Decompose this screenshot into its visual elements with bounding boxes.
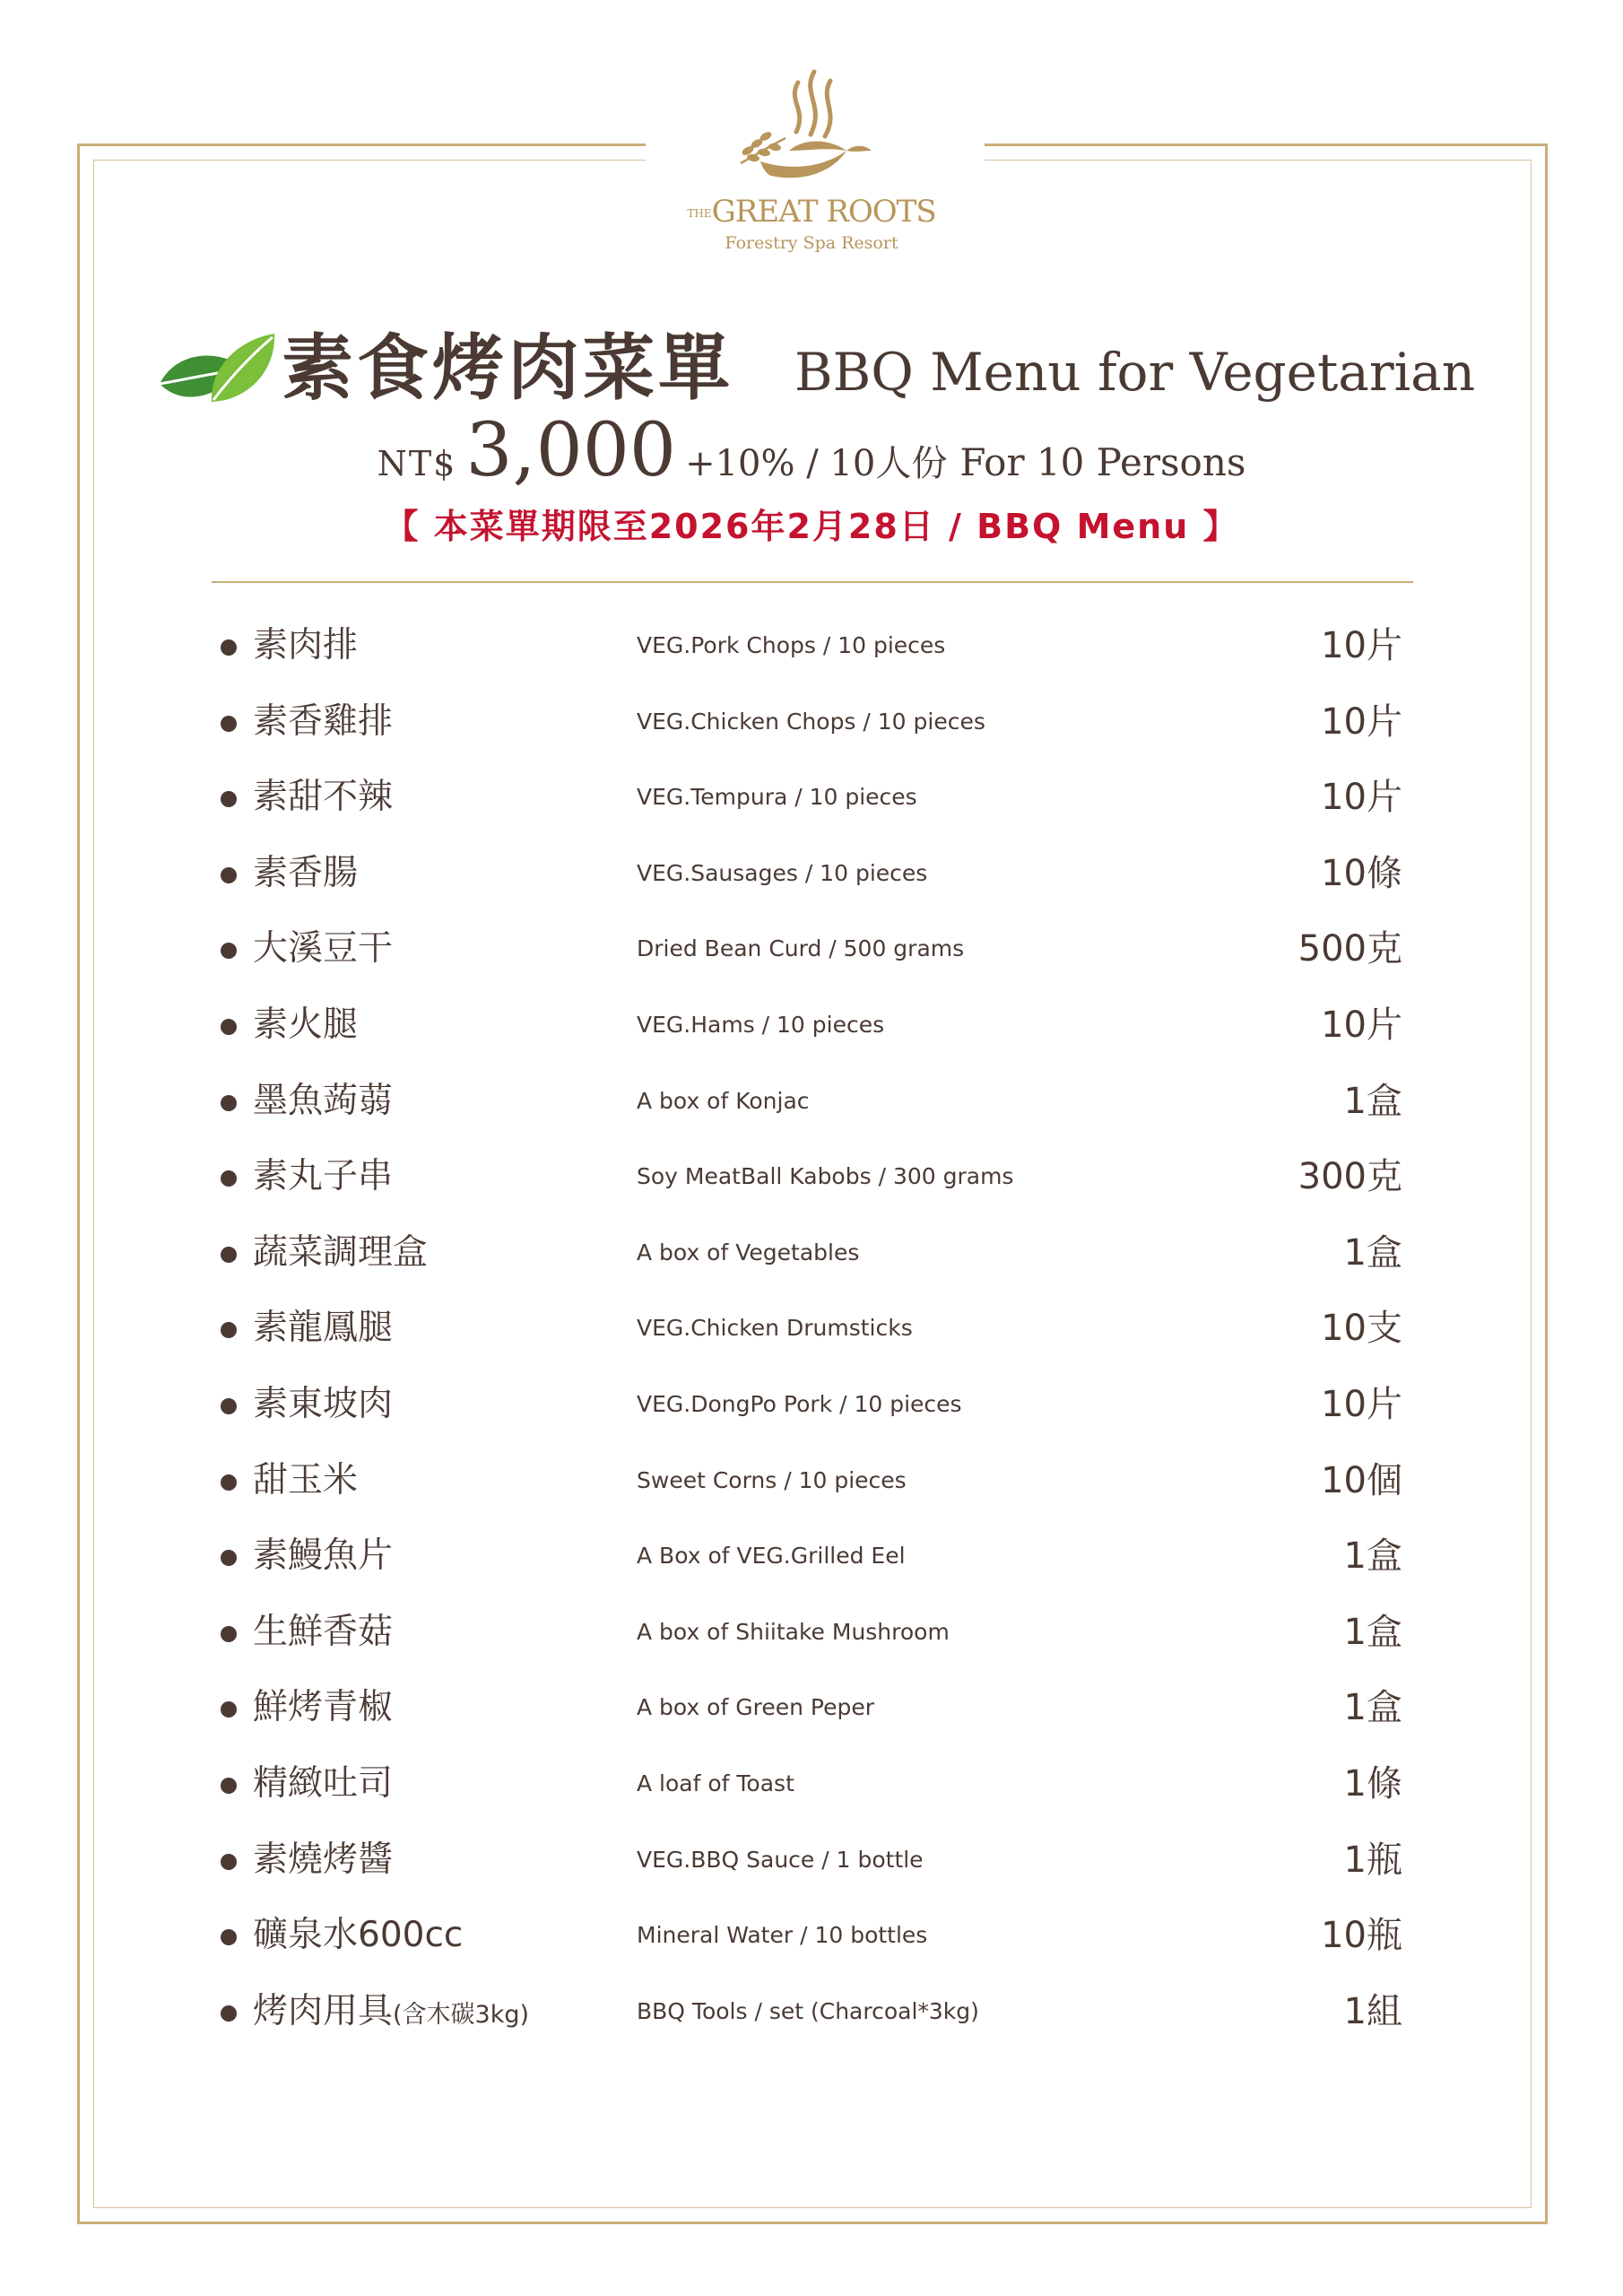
item-name-en: Soy MeatBall Kabobs / 300 grams	[637, 1163, 1014, 1190]
item-name-zh	[253, 1456, 358, 1509]
bird-wheat-icon	[735, 65, 888, 190]
item-name-zh	[253, 1152, 393, 1205]
item-name-zh	[253, 1910, 463, 1964]
item-quantity: 10片	[1321, 1383, 1402, 1425]
item-quantity: 300克	[1298, 1156, 1402, 1198]
item-name-text: 素燒烤醬	[253, 1839, 394, 1880]
item-name-text: 蔬菜調理盒	[253, 1231, 429, 1273]
bullet-dot	[221, 1550, 237, 1566]
item-name-zh	[253, 621, 358, 674]
menu-item	[215, 1677, 1417, 1753]
bullet-dot	[221, 1474, 237, 1491]
bullet-dot	[221, 1854, 237, 1870]
menu-item	[215, 1222, 1417, 1299]
item-quantity: 10片	[1321, 1004, 1402, 1046]
item-name-text: 烤肉用具	[253, 1990, 394, 2031]
menu-item	[215, 1374, 1417, 1450]
menu-item	[215, 1981, 1417, 2057]
item-name-text: 素香腸	[253, 852, 359, 893]
bullet-dot	[221, 1247, 237, 1263]
item-name-zh	[253, 1531, 393, 1585]
item-name-zh	[253, 1683, 393, 1736]
item-name-zh	[253, 1607, 393, 1661]
menu-item	[215, 1071, 1417, 1147]
menu-item	[215, 918, 1417, 995]
bullet-dot	[221, 2005, 237, 2022]
menu-item	[215, 1450, 1417, 1526]
item-name-zh	[253, 772, 393, 826]
menu-item	[215, 767, 1417, 843]
menu-item	[215, 1753, 1417, 1830]
menu-item	[215, 1905, 1417, 1981]
item-name-en: A Box of VEG.Grilled Eel	[637, 1543, 906, 1570]
brand-logo	[681, 65, 942, 253]
title-chinese: 素食烤肉菜單	[282, 326, 733, 410]
item-name-zh	[253, 1379, 393, 1433]
bullet-dot	[221, 1398, 237, 1414]
bullet-dot	[221, 639, 237, 656]
item-name-text: 素肉排	[253, 625, 359, 665]
item-name-en: VEG.Tempura / 10 pieces	[637, 784, 917, 811]
item-quantity: 10片	[1321, 700, 1402, 743]
bullet-dot	[221, 1019, 237, 1035]
item-quantity: 10條	[1321, 852, 1402, 894]
item-name-text: 素鰻魚片	[253, 1535, 394, 1577]
brand-subtitle: Forestry Spa Resort	[725, 233, 898, 253]
brand-title: GREAT ROOTS	[711, 194, 936, 230]
item-name-text: 素香雞排	[253, 700, 394, 742]
item-name-text: 精緻吐司	[253, 1762, 394, 1804]
leaf-icon	[158, 332, 276, 413]
item-quantity: 1瓶	[1343, 1839, 1402, 1881]
item-name-en: VEG.Sausages / 10 pieces	[637, 859, 928, 886]
item-name-en: Sweet Corns / 10 pieces	[637, 1466, 907, 1493]
bullet-dot	[221, 716, 237, 732]
item-name-en: VEG.BBQ Sauce / 1 bottle	[637, 1846, 924, 1873]
item-quantity: 10瓶	[1321, 1915, 1402, 1957]
item-note: (含木碳3kg)	[393, 2000, 530, 2029]
item-quantity: 1盒	[1343, 1535, 1402, 1578]
menu-title	[158, 323, 1476, 422]
brand-name	[681, 194, 942, 231]
menu-item	[215, 1602, 1417, 1678]
bullet-dot	[221, 791, 237, 807]
item-name-en: A box of Green Peper	[637, 1694, 874, 1721]
validity-notice: 【 本菜單期限至2026年2月28日 / BBQ Menu 】	[384, 507, 1239, 546]
item-quantity: 500克	[1298, 928, 1402, 970]
item-quantity: 10個	[1321, 1459, 1402, 1501]
item-name-zh	[253, 697, 393, 751]
item-name-text: 甜玉米	[253, 1459, 359, 1500]
price-amount: 3,000	[465, 408, 677, 493]
item-name-text: 素火腿	[253, 1004, 359, 1045]
item-quantity: 1盒	[1343, 1231, 1402, 1274]
item-name-en: A box of Konjac	[637, 1087, 810, 1114]
item-name-en: A loaf of Toast	[637, 1770, 794, 1796]
item-name-zh	[253, 848, 358, 902]
bullet-dot	[221, 1701, 237, 1718]
bullet-dot	[221, 1170, 237, 1187]
item-name-en: A box of Shiitake Mushroom	[637, 1618, 950, 1645]
price-persons: For 10 Persons	[959, 440, 1246, 484]
item-name-en: VEG.Chicken Chops / 10 pieces	[637, 708, 985, 735]
menu-item	[215, 1830, 1417, 1906]
menu-item	[215, 691, 1417, 768]
item-name-text: 素丸子串	[253, 1156, 394, 1197]
item-name-zh	[253, 1835, 393, 1889]
price-currency: NT$	[377, 444, 457, 483]
bullet-dot	[221, 943, 237, 959]
item-name-en: A box of Vegetables	[637, 1239, 860, 1265]
item-name-zh	[253, 924, 393, 978]
item-name-en: Dried Bean Curd / 500 grams	[637, 935, 965, 962]
item-quantity: 1條	[1343, 1762, 1402, 1805]
item-name-zh	[253, 1303, 393, 1357]
menu-item	[215, 1298, 1417, 1374]
title-english: BBQ Menu for Vegetarian	[794, 342, 1476, 403]
item-name-en: VEG.Hams / 10 pieces	[637, 1011, 885, 1038]
menu-item	[215, 843, 1417, 919]
item-quantity: 10片	[1321, 777, 1402, 819]
bullet-dot	[221, 1626, 237, 1642]
bullet-dot	[221, 867, 237, 883]
item-name-zh	[253, 1987, 529, 2040]
menu-item	[215, 1146, 1417, 1222]
item-name-zh	[253, 1000, 358, 1054]
item-name-en: BBQ Tools / set (Charcoal*3kg)	[637, 1997, 979, 2024]
item-name-en: VEG.Chicken Drumsticks	[637, 1315, 913, 1342]
item-quantity: 10支	[1321, 1308, 1402, 1350]
item-name-zh	[253, 1759, 393, 1813]
bullet-dot	[221, 1778, 237, 1794]
item-name-text: 墨魚蒟蒻	[253, 1080, 394, 1121]
item-name-text: 素東坡肉	[253, 1383, 394, 1424]
item-quantity: 1盒	[1343, 1687, 1402, 1729]
menu-item	[215, 1526, 1417, 1602]
item-name-zh	[253, 1076, 393, 1130]
bullet-dot	[221, 1929, 237, 1945]
menu-item	[215, 995, 1417, 1071]
item-name-text: 大溪豆干	[253, 928, 394, 970]
item-name-text: 素甜不辣	[253, 777, 394, 818]
item-name-en: VEG.DongPo Pork / 10 pieces	[637, 1390, 962, 1417]
menu-items-list	[215, 615, 1417, 2057]
item-name-text: 生鮮香菇	[253, 1611, 394, 1652]
price-tail: +10% / 10人份	[685, 443, 948, 484]
item-quantity: 1盒	[1343, 1611, 1402, 1653]
item-quantity: 1組	[1343, 1990, 1402, 2032]
bullet-dot	[221, 1322, 237, 1338]
menu-item	[215, 615, 1417, 691]
item-quantity: 1盒	[1343, 1080, 1402, 1122]
item-name-zh	[253, 1228, 428, 1282]
divider	[212, 581, 1413, 583]
item-name-en: VEG.Pork Chops / 10 pieces	[637, 632, 946, 658]
bullet-dot	[221, 1095, 237, 1111]
price-line	[0, 408, 1623, 493]
item-name-text: 素龍鳳腿	[253, 1308, 394, 1349]
item-quantity: 10片	[1321, 625, 1402, 666]
item-name-en: Mineral Water / 10 bottles	[637, 1922, 928, 1949]
brand-prefix: THE	[687, 207, 712, 220]
item-name-text: 礦泉水600cc	[253, 1915, 464, 1956]
item-name-text: 鮮烤青椒	[253, 1687, 394, 1728]
